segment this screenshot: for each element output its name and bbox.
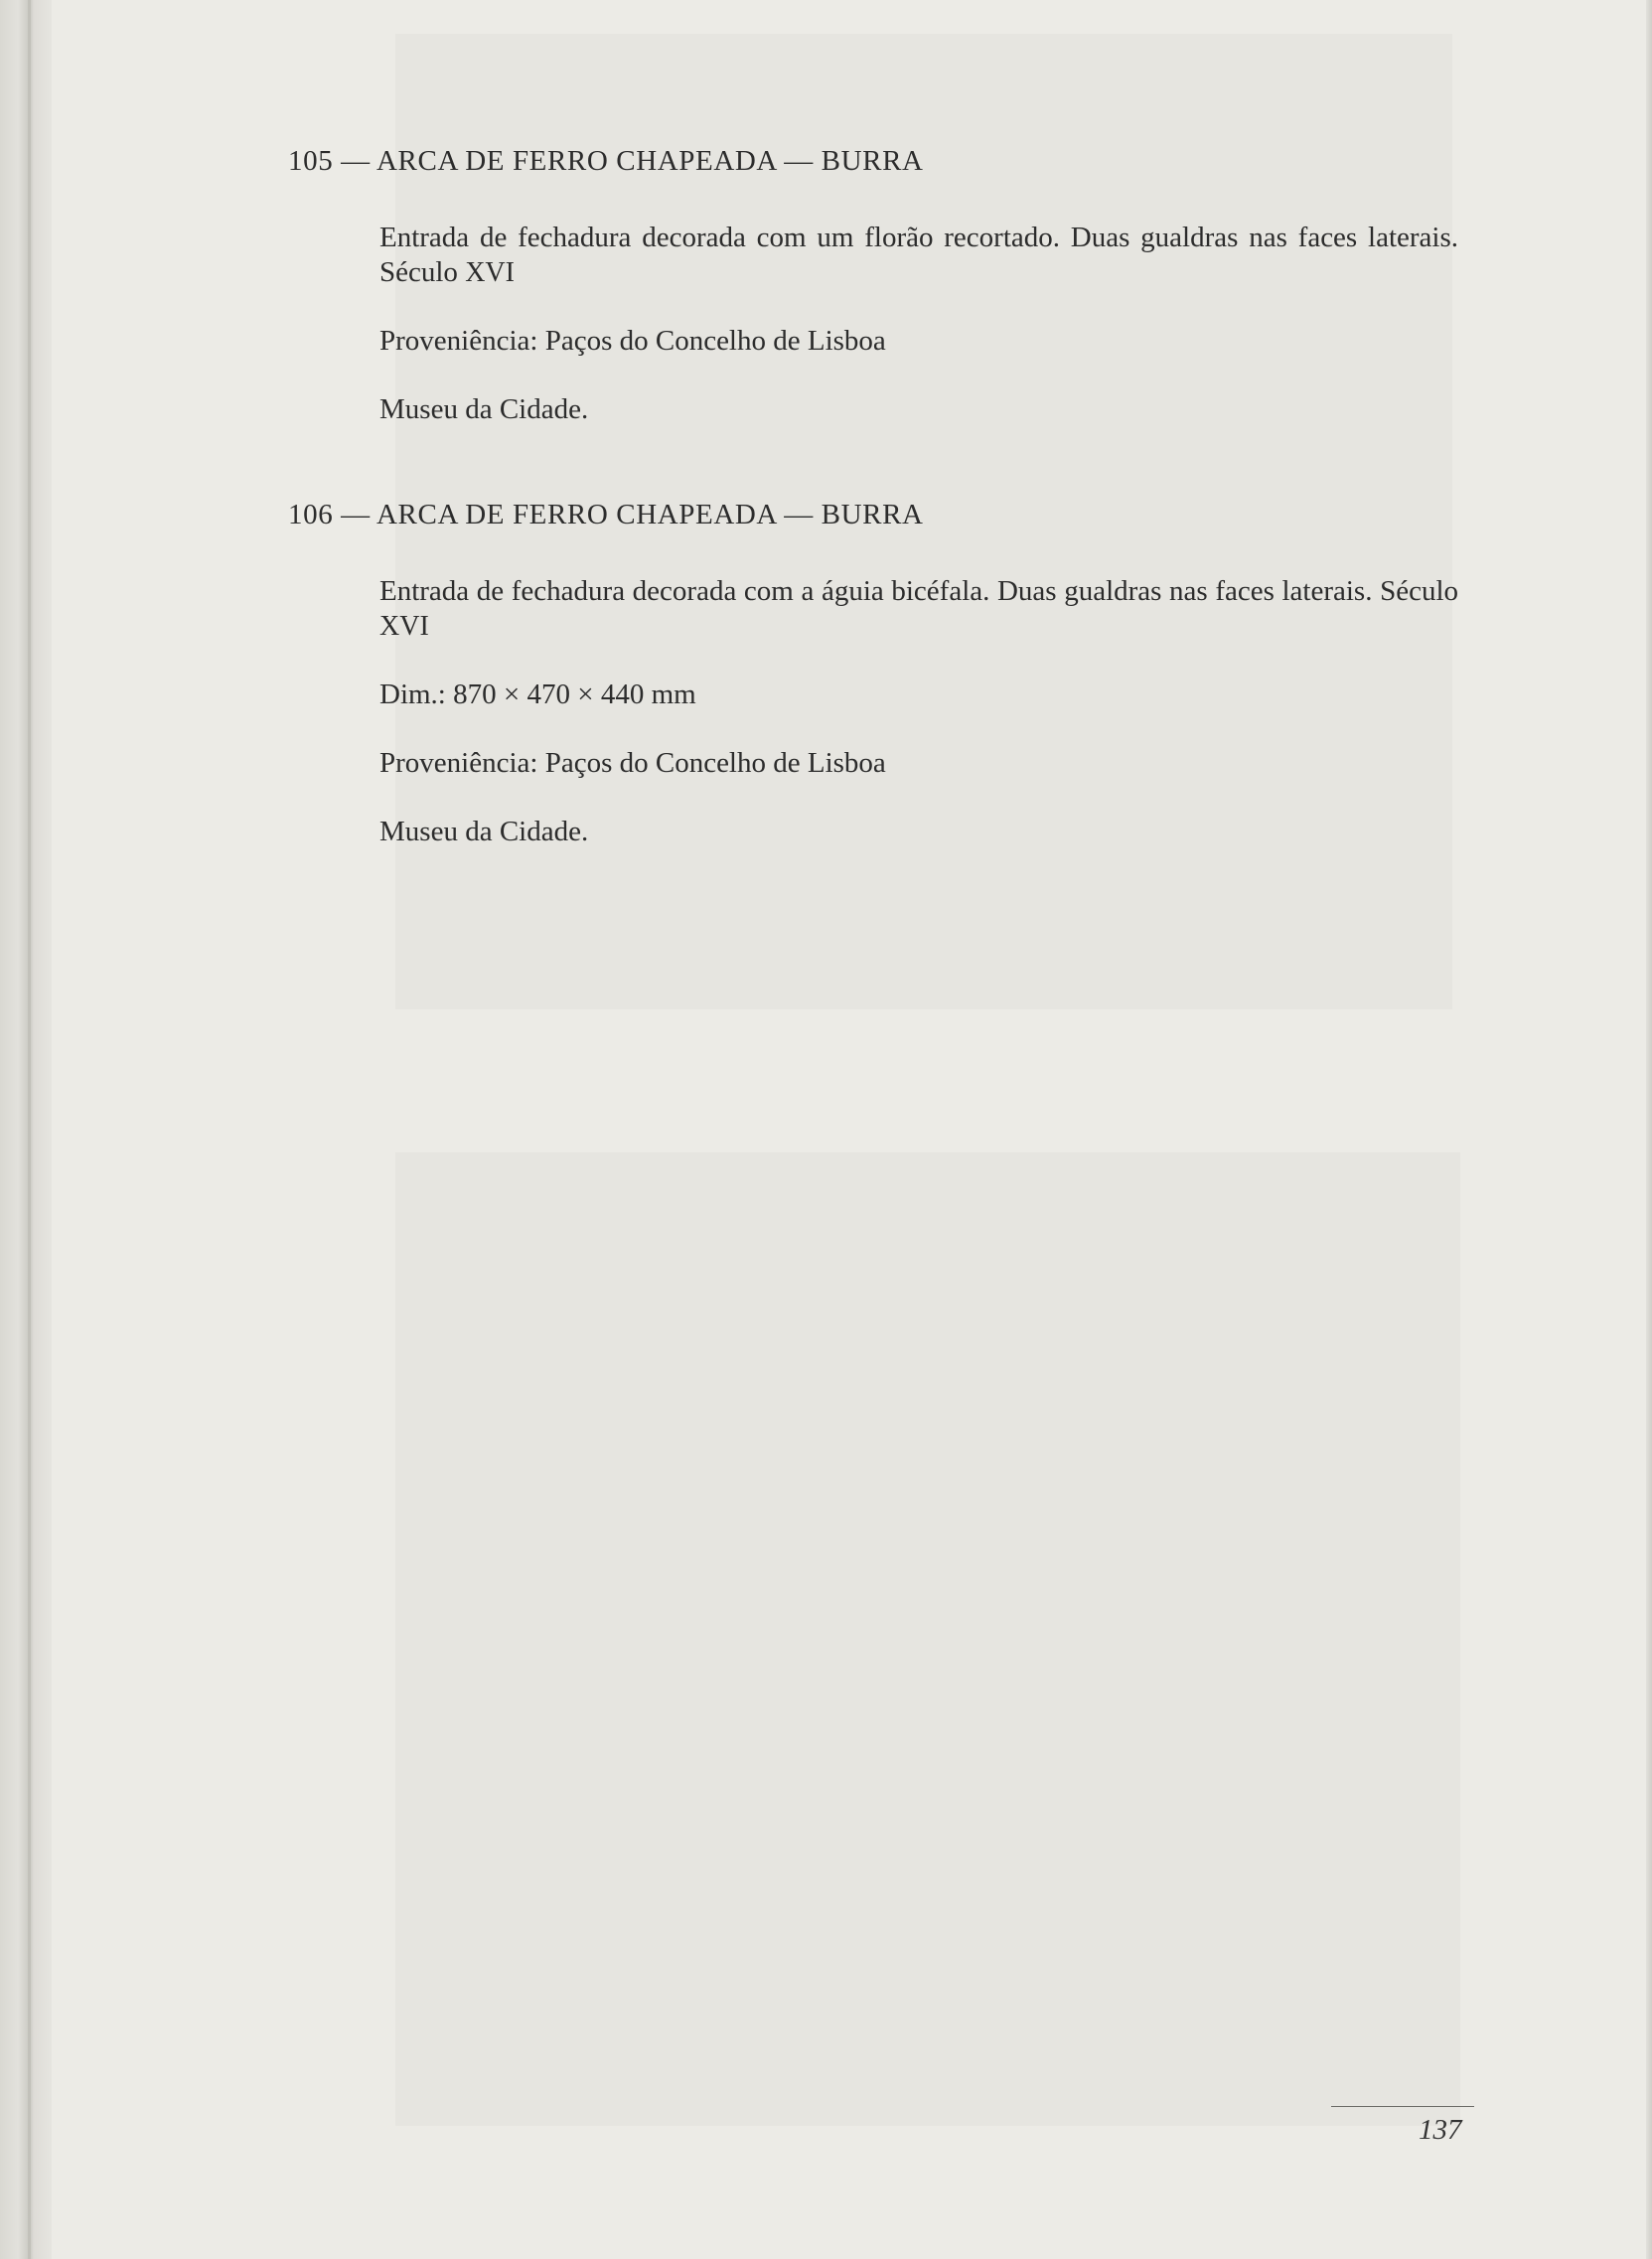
show-through-plate-bottom (395, 1152, 1460, 2126)
entry-number: 106 (288, 499, 334, 530)
description-text: Entrada de fechadura decorada com um florão recortado. Duas gualdras nas faces laterais. Século (379, 222, 1458, 288)
entry-title: ARCA DE FERRO CHAPEADA — BURRA (376, 499, 924, 530)
page-edge (1646, 0, 1652, 2259)
page-number: 137 (1419, 2114, 1462, 2146)
entry-title: ARCA DE FERRO CHAPEADA — BURRA (376, 145, 924, 177)
catalogue-entry-106 (288, 491, 1480, 849)
entry-provenance: Proveniência: Paços do Concelho de Lisboa (379, 325, 886, 357)
entry-dimensions: Dim.: 870 × 470 × 440 mm (379, 678, 696, 710)
entry-description (379, 574, 1458, 644)
century-numeral: XVI (379, 611, 429, 642)
page-number-rule (1331, 2106, 1474, 2107)
entry-location: Museu da Cidade. (379, 393, 589, 425)
entry-body (379, 221, 1458, 427)
entry-location: Museu da Cidade. (379, 816, 589, 847)
page-binding (0, 0, 52, 2259)
entry-body (379, 574, 1458, 849)
catalogue-entry-105 (288, 137, 1480, 427)
description-text: Entrada de fechadura decorada com a águia bicéfala. Duas gualdras nas faces laterais. Século (379, 575, 1458, 607)
binding-crease (28, 0, 31, 2259)
entry-separator: — (333, 145, 377, 177)
entry-number: 105 (288, 145, 334, 177)
entry-provenance: Proveniência: Paços do Concelho de Lisboa (379, 747, 886, 779)
entry-heading (288, 137, 1480, 185)
entry-description (379, 221, 1458, 290)
entry-separator: — (333, 499, 377, 530)
century-numeral: XVI (465, 257, 515, 288)
entry-heading (288, 491, 1480, 538)
